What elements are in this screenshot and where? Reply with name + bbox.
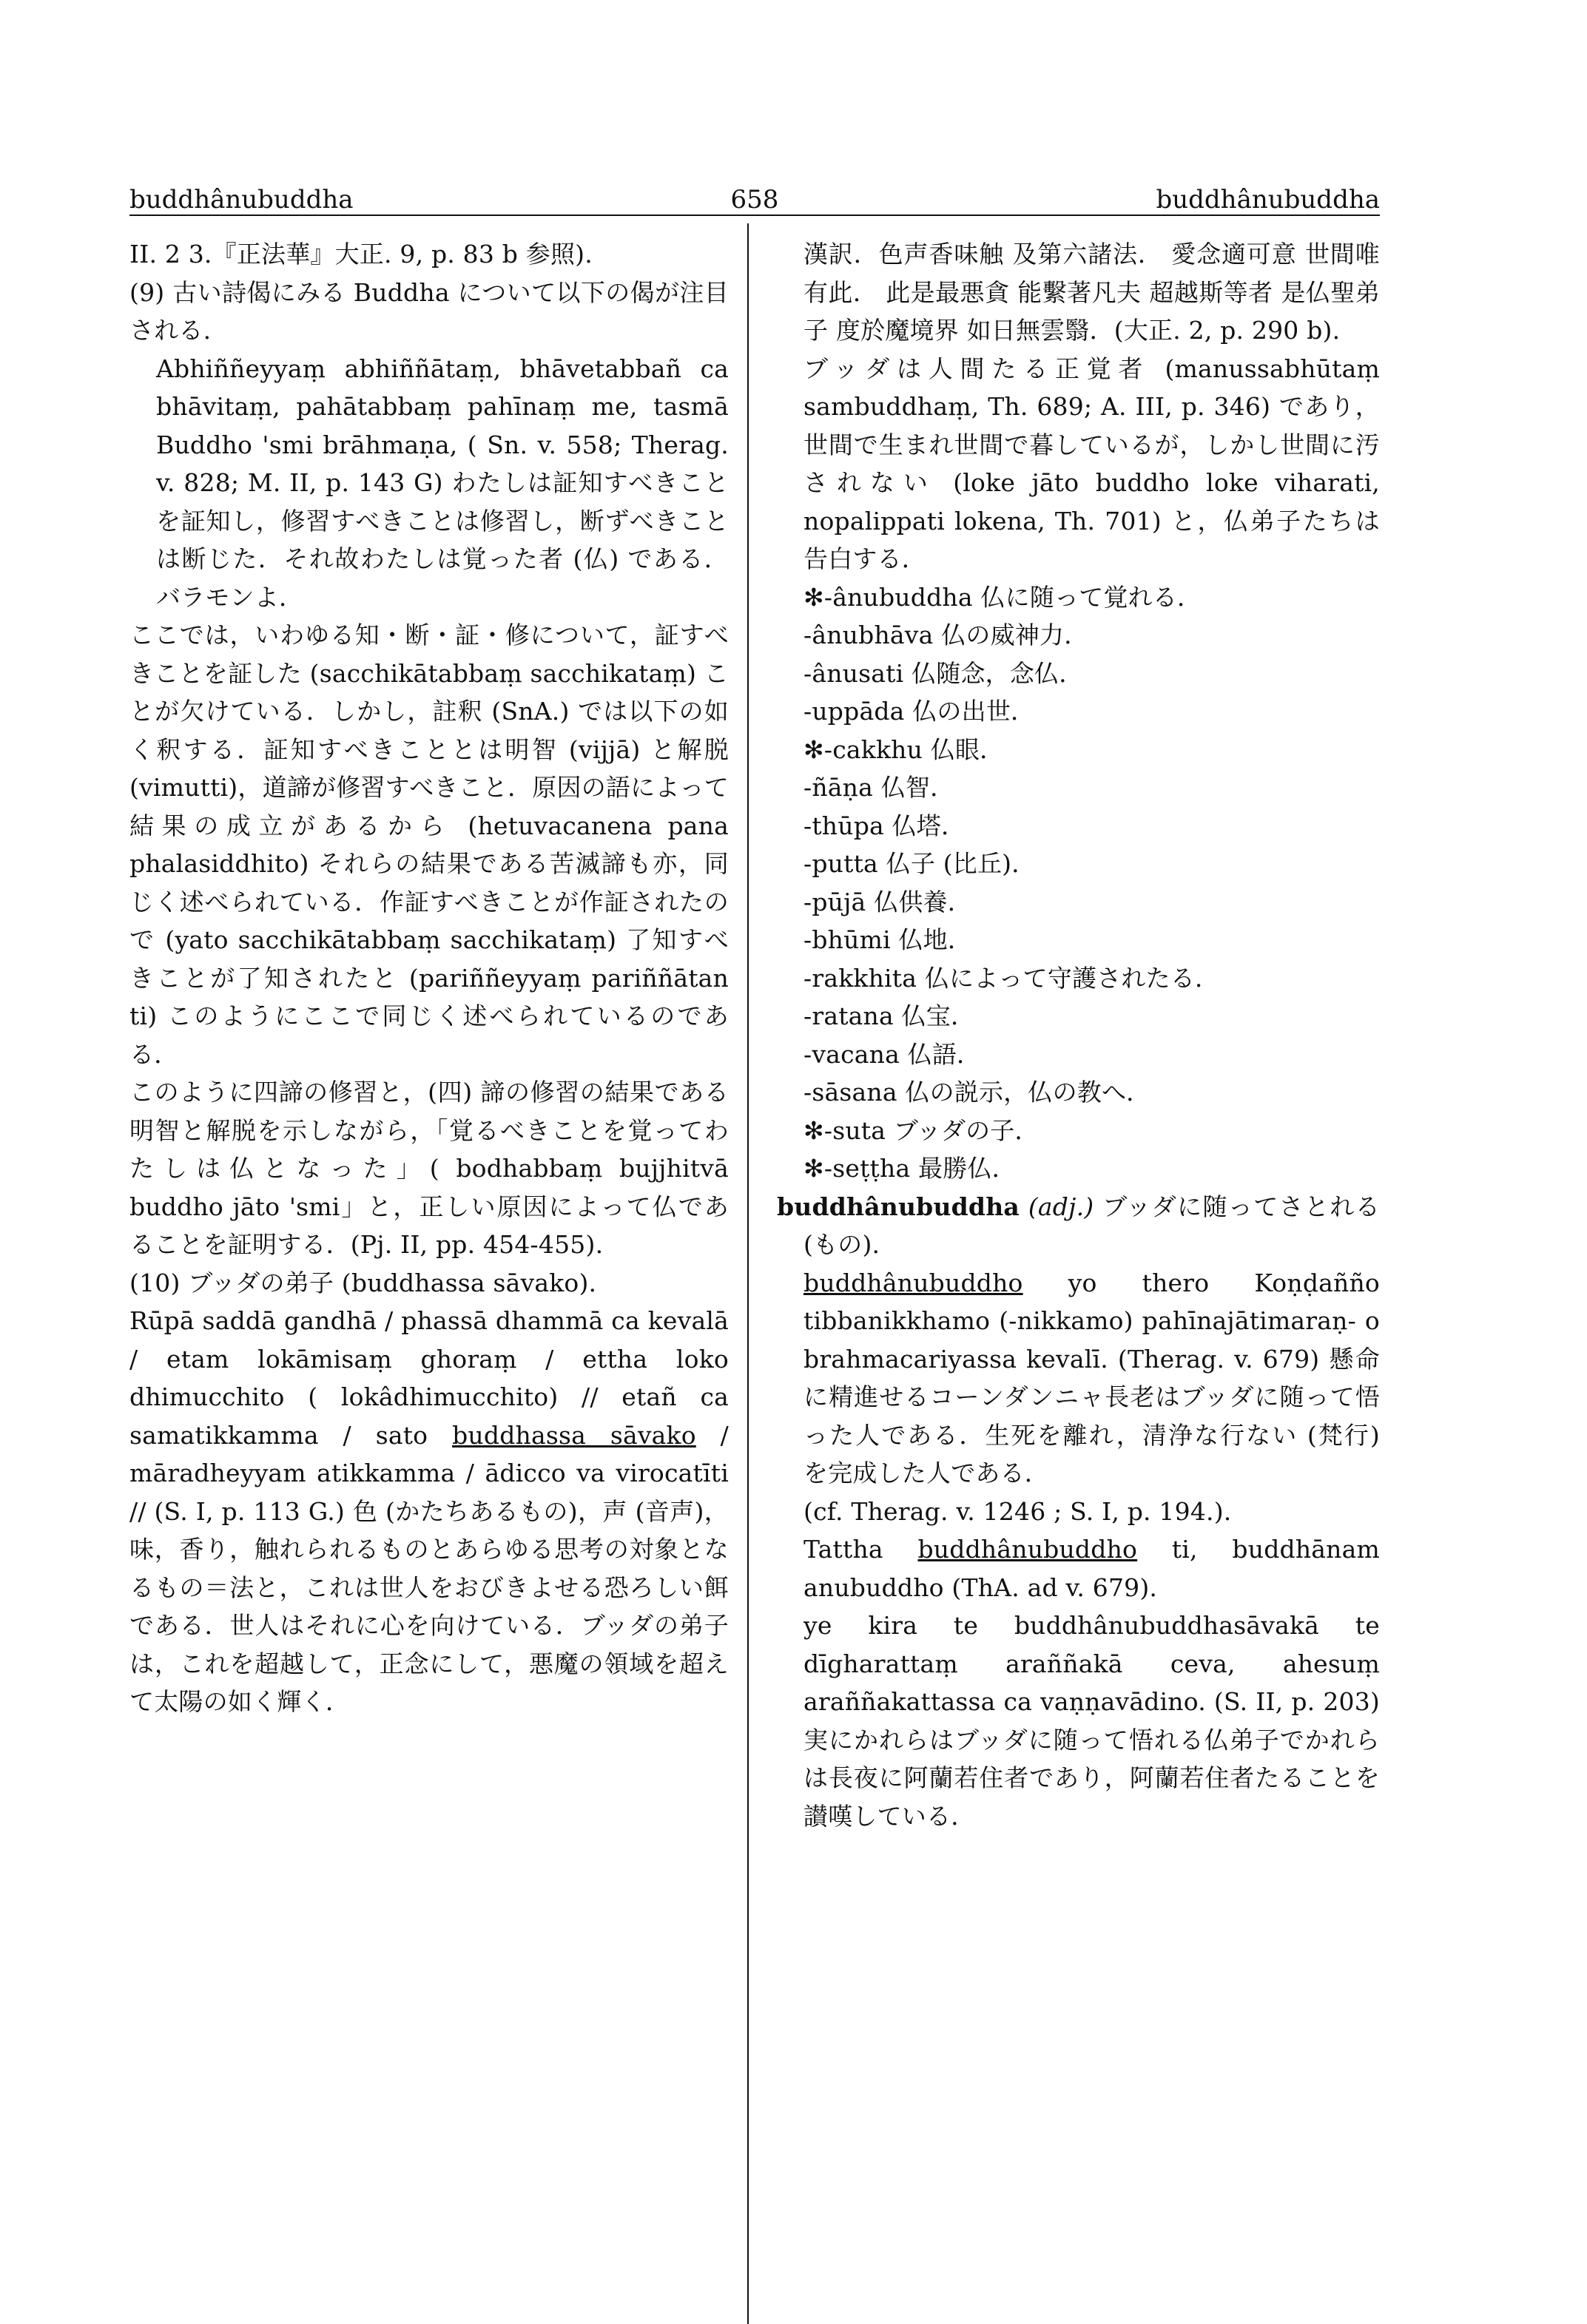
left-p3: Abhiññeyyaṃ abhiññātaṃ, bhāvetabbañ ca bhāvitaṃ, pahātabbaṃ pahīnaṃ me, tasmā Buddho 'smi brāhmaṇa, ( Sn. v. 558; Therag. v. 828; M. II, p. 143 G) わたしは証知すべきことを証知し，修習すべきことは修習し，断ずべきことは断じた．それ故わたしは覚った者 (仏) である．バラモンよ．: [156, 354, 729, 612]
example-3-underlined: buddhânubuddho: [917, 1535, 1138, 1564]
sub-entry: ✻-ânubuddha 仏に随って覚れる．: [803, 582, 1202, 612]
left-p5: このように四諦の修習と，(四) 諦の修習の結果である明智と解脱を示しながら，「覚るべきことを覚ってわたしは仏となった」( bodhabbaṃ bujjhitvā buddho jāto 'smi」と，正しい原因によって仏であることを証明する．(Pj. II, pp. 454-455).: [129, 1078, 729, 1259]
example-1-text: yo thero Koṇḍañño tibbanikkhamo (-nikkamo) pahīnajātimaraṇ- o brahmacariyassa kevalī. (Therag. v. 679) 懸命に精進せるコーンダンニャ長老はブッダに随って悟った人である．生死を離れ，清浄な行ない (梵行) を完成した人である．: [803, 1268, 1380, 1487]
sub-entry: -putta 仏子 (比丘)．: [803, 849, 1037, 878]
sub-entry: -sāsana 仏の説示，仏の教へ．: [803, 1078, 1151, 1107]
sub-entry: -ratana 仏宝．: [803, 1001, 976, 1030]
right-column: [777, 235, 1380, 1835]
sub-entry: -ânubhāva 仏の威神力．: [803, 621, 1089, 649]
left-p2: (9) 古い詩偈にみる Buddha について以下の偈が注目される.: [129, 277, 729, 345]
left-column: [129, 235, 729, 1721]
sub-entry: ✻-cakkhu 仏眼．: [803, 734, 1005, 764]
entry-pos: (adj.): [1028, 1192, 1094, 1221]
example-1: [777, 1264, 1380, 1493]
left-p7-underlined: buddhassa sāvako: [452, 1420, 696, 1450]
sub-entry: -ñāṇa 仏智．: [803, 773, 955, 802]
right-p1: 漢訳．色声香味触 及第六諸法． 愛念適可意 世間唯有此． 此是最悪貪 能繫著凡夫 超越斯等者 是仏聖弟子 度於魔境界 如日無雲翳．(大正. 2, p. 290 b).: [803, 240, 1380, 345]
left-p1: II. 2 3.『正法華』大正. 9, p. 83 b 参照).: [129, 240, 593, 268]
example-2: (cf. Therag. v. 1246 ; S. I, p. 194.).: [803, 1496, 1232, 1526]
header-rule: [129, 215, 1380, 216]
sub-entry: -thūpa 仏塔．: [803, 811, 966, 840]
sub-entry: -pūjā 仏供養．: [803, 887, 972, 916]
example-3-a: Tattha: [803, 1535, 918, 1564]
sub-entry: -uppāda 仏の出世．: [803, 697, 1036, 726]
left-p7-b: / māradheyyam atikkamma / ādicco va virocatīti // (S. I, p. 113 G.) 色 (かたちあるもの)，声 (音声)，味，香り，触れられるものとあらゆる思考の対象となるもの＝法と，これは世人をおびきよせる恐ろしい餌である．世人はそれに心を向けている．ブッダの弟子は，これを超越して，正念にして，悪魔の領域を超えて太陽の如く輝く．: [129, 1420, 729, 1716]
left-p4: ここでは，いわゆる知・断・証・修について，証すべきことを証した (sacchikātabbaṃ sacchikataṃ) ことが欠けている．しかし，註釈 (SnA.) では以下の如く釈する．証知すべきこととは明智 (vijjā) と解脱 (vimutti)，道諦が修習すべきこと．原因の語によって結果の成立があるから (hetuvacanena pana phalasiddhito) それらの結果である苦滅諦も亦，同じく述べられている．作証すべきことが作証されたので (yato sacchikātabbaṃ sacchikataṃ) 了知すべきことが了知されたと (pariññeyyaṃ pariññātan ti) このようにここで同じく述べられているのである．: [129, 621, 729, 1069]
example-3: [777, 1530, 1380, 1607]
sub-entry: -ânusati 仏随念，念仏．: [803, 658, 1084, 688]
example-4: ye kira te buddhânubuddhasāvakā te dīgharattaṃ araññakā ceva, ahesuṃ araññakattassa ca vaṇṇavādino. (S. II, p. 203) 実にかれらはブッダに随って悟れる仏弟子でかれらは長夜に阿蘭若住者であり，阿蘭若住者たることを讃嘆している．: [803, 1611, 1380, 1831]
sub-entry: ✻-seṭṭha 最勝仏．: [803, 1154, 1017, 1183]
header-left-guide-word: buddhânubuddha: [129, 185, 354, 215]
sub-entry: -vacana 仏語．: [803, 1039, 982, 1069]
example-3-b: ti, buddhānam anubuddho (ThA. ad v. 679).: [803, 1535, 1380, 1602]
entry-heading: [777, 1188, 1380, 1264]
entry-definition: ブッダに随ってさとれる (もの).: [803, 1192, 1380, 1259]
entry-headword: buddhânubuddha: [777, 1192, 1020, 1221]
sub-entry: ✻-suta ブッダの子．: [803, 1115, 1040, 1145]
right-p2: ブッダは人間たる正覚者 (manussabhūtaṃ sambuddhaṃ, Th. 689; A. III, p. 346) であり，世間で生まれ世間で暮しているが，しかし世間に汚されない (loke jāto buddho loke viharati, nopalippati lokena, Th. 701) と，仏弟子たちは告白する．: [803, 354, 1380, 573]
header-right-guide-word: buddhânubuddha: [1156, 185, 1380, 215]
left-p7-a: Rūpā saddā gandhā / phassā dhammā ca kevalā / etam lokāmisaṃ ghoraṃ / ettha loko dhimucchito ( lokâdhimucchito) // etañ ca samatikkamma / sato: [129, 1306, 729, 1450]
column-divider: [747, 223, 749, 2324]
sub-entry: -rakkhita 仏によって守護されたる．: [803, 963, 1220, 993]
left-p7: [129, 1302, 729, 1721]
left-p6: (10) ブッダの弟子 (buddhassa sāvako).: [129, 1268, 597, 1297]
example-1-underlined: buddhânubuddho: [803, 1268, 1023, 1297]
page-number: 658: [730, 185, 779, 215]
sub-entry: -bhūmi 仏地．: [803, 925, 973, 954]
